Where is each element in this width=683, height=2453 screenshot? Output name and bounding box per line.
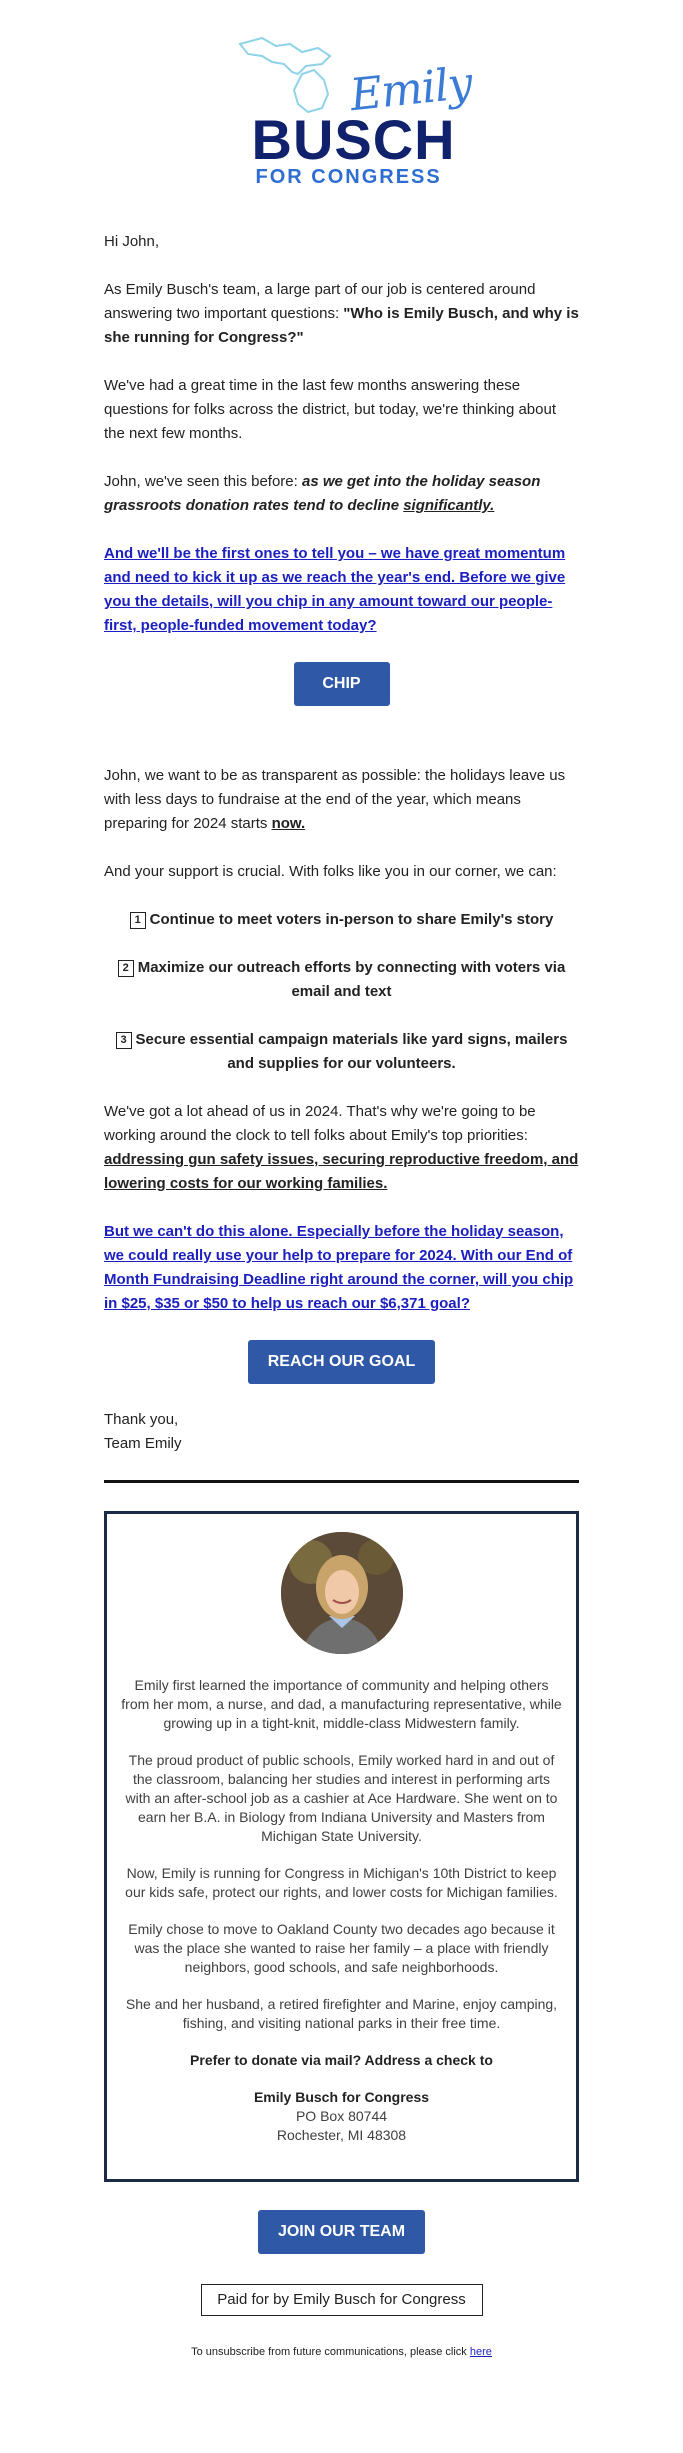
bio-paragraph: Emily chose to move to Oakland County two decades ago because it was the place she wanted to raise her family – a place with friendly neighbors, good schools, and safe neighborhoods. <box>128 1921 555 1975</box>
paragraph-holiday-decline <box>104 470 579 518</box>
decline-emphasis: as we get into the holiday season grassroots donation rates tend to decline <box>104 473 541 514</box>
momentum-donate-link[interactable]: And we'll be the first ones to tell you – we have great momentum and need to kick it up as we reach the year's end. Before we give you the details, will you chip in any amount toward our people-first, people-funded movement today? <box>104 545 566 634</box>
logo-last-name: BUSCH <box>251 108 456 171</box>
campaign-logo <box>232 34 474 194</box>
signoff-team: Team Emily <box>104 1435 182 1452</box>
portrait-photo-icon <box>281 1532 403 1654</box>
transparent-now: now. <box>271 815 306 832</box>
bio-paragraph: Now, Emily is running for Congress in Michigan's 10th District to keep our kids safe, protect our rights, and lower costs for Michigan families. <box>125 1865 558 1900</box>
intro-paragraph <box>104 278 579 350</box>
reach-goal-button[interactable]: REACH OUR GOAL <box>248 1340 436 1384</box>
michigan-outline-icon <box>232 34 352 114</box>
decline-significantly: significantly. <box>403 497 495 514</box>
address-city: Rochester, MI 48308 <box>276 2127 407 2143</box>
email-body <box>104 230 579 1456</box>
intro-questions: "Who is Emily Busch, and why is she running for Congress?" <box>104 305 579 346</box>
reach-goal-button-wrap <box>104 1340 579 1384</box>
paragraph-transparent <box>104 764 579 836</box>
unsubscribe-line <box>0 2346 683 2358</box>
keycap-number-icon: 3 <box>116 1032 132 1049</box>
paid-for-disclaimer: Paid for by Emily Busch for Congress <box>201 2284 483 2316</box>
bio-paragraph: She and her husband, a retired firefighter and Marine, enjoy camping, fishing, and visiting national parks in their free time. <box>125 1996 558 2031</box>
logo-tagline: FOR CONGRESS <box>255 166 442 188</box>
signoff-thanks: Thank you, <box>104 1411 179 1428</box>
priority-item <box>104 1028 579 1076</box>
greeting: Hi John, <box>104 233 160 250</box>
priorities-text: We've got a lot ahead of us in 2024. That's why we're going to be working around the clock to tell folks about Emily's top priorities: <box>104 1103 536 1144</box>
address-name: Emily Busch for Congress <box>253 2089 430 2105</box>
mail-donation-heading: Prefer to donate via mail? Address a check to <box>190 2052 493 2068</box>
section-divider <box>104 1480 579 1483</box>
address-po-box: PO Box 80744 <box>295 2108 388 2124</box>
keycap-number-icon: 1 <box>130 912 146 929</box>
emily-portrait-avatar <box>281 1532 403 1654</box>
bio-paragraph: The proud product of public schools, Emily worked hard in and out of the classroom, balancing her studies and interest in performing arts with an after-school job as a cashier at Ace Hardware. She went on to earn her B.A. in Biology from Indiana University and Masters from Michigan State University. <box>125 1752 558 1844</box>
unsubscribe-text: To unsubscribe from future communications, please click <box>191 2346 470 2358</box>
email-page <box>0 34 683 2358</box>
priority-text: Continue to meet voters in-person to share Emily's story <box>149 911 554 928</box>
priorities-list: addressing gun safety issues, securing reproductive freedom, and lowering costs for our working families. <box>104 1151 579 1192</box>
transparent-text: John, we want to be as transparent as possible: the holidays leave us with less days to fundraise at the end of the year, which means preparing for 2024 starts <box>104 767 566 832</box>
bio-box <box>104 1511 579 2182</box>
priority-item <box>104 908 579 932</box>
paragraph-support: And your support is crucial. With folks like you in our corner, we can: <box>104 863 557 880</box>
decline-text: John, we've seen this before: <box>104 473 302 490</box>
goal-donate-link[interactable]: But we can't do this alone. Especially before the holiday season, we could really use your help to prepare for 2024. With our End of Month Fundraising Deadline right around the corner, will you chip in $25, $35 or $50 to help us reach our $6,371 goal? <box>104 1223 574 1312</box>
priority-text: Maximize our outreach efforts by connecting with voters via email and text <box>137 959 566 1000</box>
bio-paragraph: Emily first learned the importance of community and helping others from her mom, a nurse, and dad, a manufacturing representative, while growing up in a tight-knit, middle-class Midwestern family. <box>121 1677 562 1731</box>
goal-link-paragraph <box>104 1220 579 1316</box>
priority-item <box>104 956 579 1004</box>
join-our-team-button[interactable]: JOIN OUR TEAM <box>258 2210 425 2254</box>
paragraph-next-months: We've had a great time in the last few months answering these questions for folks across the district, but today, we're thinking about the next few months. <box>104 377 556 442</box>
intro-text: As Emily Busch's team, a large part of our job is centered around answering two important questions: <box>104 281 536 322</box>
unsubscribe-link[interactable]: here <box>469 2346 492 2358</box>
momentum-link-paragraph <box>104 542 579 638</box>
join-button-wrap <box>0 2210 683 2254</box>
chip-in-button-wrap <box>104 662 579 740</box>
paragraph-2024-priorities <box>104 1100 579 1196</box>
chip-in-button[interactable]: CHIP IN <box>294 662 390 706</box>
mail-address <box>119 2088 564 2145</box>
priority-text: Secure essential campaign materials like yard signs, mailers and supplies for our volunteers. <box>135 1031 568 1072</box>
logo-first-name: Emily <box>347 57 474 122</box>
keycap-number-icon: 2 <box>118 960 134 977</box>
signoff <box>104 1408 579 1456</box>
